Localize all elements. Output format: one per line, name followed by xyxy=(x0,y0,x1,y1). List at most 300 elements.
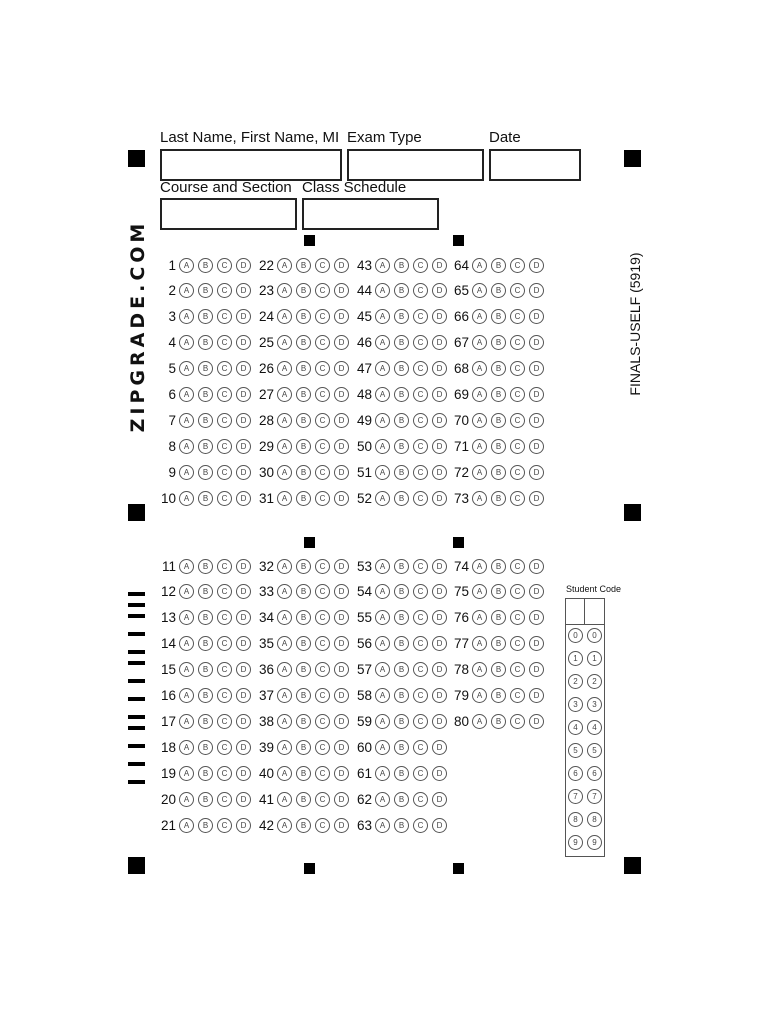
answer-bubble-d[interactable]: D xyxy=(529,413,544,428)
student-code-bubble-3[interactable]: 3 xyxy=(568,697,583,712)
answer-bubble-a[interactable]: A xyxy=(277,740,292,755)
answer-bubble-d[interactable]: D xyxy=(432,688,447,703)
answer-bubble-c[interactable]: C xyxy=(217,309,232,324)
answer-bubble-c[interactable]: C xyxy=(315,335,330,350)
answer-bubble-b[interactable]: B xyxy=(198,610,213,625)
answer-bubble-c[interactable]: C xyxy=(510,610,525,625)
answer-bubble-d[interactable]: D xyxy=(529,335,544,350)
student-code-bubble-4[interactable]: 4 xyxy=(587,720,602,735)
answer-bubble-c[interactable]: C xyxy=(315,688,330,703)
answer-bubble-a[interactable]: A xyxy=(375,361,390,376)
answer-bubble-a[interactable]: A xyxy=(375,636,390,651)
answer-bubble-d[interactable]: D xyxy=(529,361,544,376)
answer-bubble-d[interactable]: D xyxy=(334,714,349,729)
student-code-bubble-0[interactable]: 0 xyxy=(568,628,583,643)
date-field[interactable] xyxy=(489,149,581,181)
answer-bubble-b[interactable]: B xyxy=(198,559,213,574)
answer-bubble-d[interactable]: D xyxy=(334,465,349,480)
name-field[interactable] xyxy=(160,149,342,181)
answer-bubble-d[interactable]: D xyxy=(236,283,251,298)
answer-bubble-c[interactable]: C xyxy=(315,361,330,376)
answer-bubble-d[interactable]: D xyxy=(236,335,251,350)
answer-bubble-c[interactable]: C xyxy=(510,387,525,402)
answer-bubble-d[interactable]: D xyxy=(529,491,544,506)
answer-bubble-d[interactable]: D xyxy=(529,309,544,324)
answer-bubble-d[interactable]: D xyxy=(334,688,349,703)
answer-bubble-a[interactable]: A xyxy=(472,413,487,428)
answer-bubble-c[interactable]: C xyxy=(413,559,428,574)
answer-bubble-c[interactable]: C xyxy=(217,413,232,428)
answer-bubble-a[interactable]: A xyxy=(375,662,390,677)
answer-bubble-b[interactable]: B xyxy=(198,309,213,324)
answer-bubble-d[interactable]: D xyxy=(432,584,447,599)
answer-bubble-d[interactable]: D xyxy=(236,818,251,833)
answer-bubble-c[interactable]: C xyxy=(413,740,428,755)
answer-bubble-c[interactable]: C xyxy=(217,559,232,574)
answer-bubble-b[interactable]: B xyxy=(198,283,213,298)
answer-bubble-a[interactable]: A xyxy=(179,636,194,651)
answer-bubble-d[interactable]: D xyxy=(236,258,251,273)
answer-bubble-a[interactable]: A xyxy=(277,818,292,833)
answer-bubble-d[interactable]: D xyxy=(334,792,349,807)
answer-bubble-c[interactable]: C xyxy=(217,636,232,651)
answer-bubble-d[interactable]: D xyxy=(432,465,447,480)
answer-bubble-a[interactable]: A xyxy=(179,766,194,781)
answer-bubble-c[interactable]: C xyxy=(315,258,330,273)
answer-bubble-c[interactable]: C xyxy=(510,662,525,677)
answer-bubble-b[interactable]: B xyxy=(198,584,213,599)
answer-bubble-b[interactable]: B xyxy=(296,465,311,480)
answer-bubble-c[interactable]: C xyxy=(413,439,428,454)
answer-bubble-d[interactable]: D xyxy=(334,258,349,273)
answer-bubble-c[interactable]: C xyxy=(217,335,232,350)
answer-bubble-c[interactable]: C xyxy=(510,361,525,376)
answer-bubble-b[interactable]: B xyxy=(394,766,409,781)
answer-bubble-c[interactable]: C xyxy=(217,491,232,506)
answer-bubble-a[interactable]: A xyxy=(179,413,194,428)
answer-bubble-c[interactable]: C xyxy=(413,283,428,298)
answer-bubble-c[interactable]: C xyxy=(217,792,232,807)
answer-bubble-c[interactable]: C xyxy=(510,714,525,729)
answer-bubble-b[interactable]: B xyxy=(394,610,409,625)
answer-bubble-a[interactable]: A xyxy=(472,309,487,324)
answer-bubble-c[interactable]: C xyxy=(217,387,232,402)
student-code-bubble-0[interactable]: 0 xyxy=(587,628,602,643)
answer-bubble-c[interactable]: C xyxy=(315,818,330,833)
answer-bubble-b[interactable]: B xyxy=(296,559,311,574)
answer-bubble-b[interactable]: B xyxy=(198,766,213,781)
answer-bubble-d[interactable]: D xyxy=(432,491,447,506)
answer-bubble-d[interactable]: D xyxy=(236,361,251,376)
answer-bubble-d[interactable]: D xyxy=(432,439,447,454)
student-code-bubble-6[interactable]: 6 xyxy=(568,766,583,781)
answer-bubble-c[interactable]: C xyxy=(315,714,330,729)
answer-bubble-d[interactable]: D xyxy=(432,258,447,273)
answer-bubble-a[interactable]: A xyxy=(179,491,194,506)
course-section-field[interactable] xyxy=(160,198,297,230)
answer-bubble-b[interactable]: B xyxy=(198,361,213,376)
answer-bubble-c[interactable]: C xyxy=(217,439,232,454)
answer-bubble-a[interactable]: A xyxy=(179,439,194,454)
answer-bubble-d[interactable]: D xyxy=(334,818,349,833)
answer-bubble-d[interactable]: D xyxy=(432,283,447,298)
answer-bubble-b[interactable]: B xyxy=(198,465,213,480)
answer-bubble-d[interactable]: D xyxy=(236,559,251,574)
answer-bubble-a[interactable]: A xyxy=(472,387,487,402)
answer-bubble-a[interactable]: A xyxy=(277,258,292,273)
answer-bubble-d[interactable]: D xyxy=(236,491,251,506)
answer-bubble-b[interactable]: B xyxy=(491,439,506,454)
answer-bubble-b[interactable]: B xyxy=(296,662,311,677)
answer-bubble-b[interactable]: B xyxy=(491,258,506,273)
answer-bubble-d[interactable]: D xyxy=(236,387,251,402)
answer-bubble-a[interactable]: A xyxy=(179,818,194,833)
answer-bubble-c[interactable]: C xyxy=(315,413,330,428)
answer-bubble-c[interactable]: C xyxy=(217,610,232,625)
answer-bubble-b[interactable]: B xyxy=(296,740,311,755)
answer-bubble-d[interactable]: D xyxy=(334,439,349,454)
answer-bubble-a[interactable]: A xyxy=(277,766,292,781)
answer-bubble-d[interactable]: D xyxy=(334,387,349,402)
answer-bubble-b[interactable]: B xyxy=(394,387,409,402)
student-code-bubble-4[interactable]: 4 xyxy=(568,720,583,735)
answer-bubble-c[interactable]: C xyxy=(413,361,428,376)
answer-bubble-d[interactable]: D xyxy=(432,662,447,677)
answer-bubble-d[interactable]: D xyxy=(529,465,544,480)
answer-bubble-d[interactable]: D xyxy=(432,610,447,625)
answer-bubble-d[interactable]: D xyxy=(432,387,447,402)
answer-bubble-d[interactable]: D xyxy=(334,309,349,324)
answer-bubble-a[interactable]: A xyxy=(375,792,390,807)
answer-bubble-d[interactable]: D xyxy=(236,688,251,703)
answer-bubble-c[interactable]: C xyxy=(217,584,232,599)
answer-bubble-a[interactable]: A xyxy=(277,559,292,574)
answer-bubble-c[interactable]: C xyxy=(315,559,330,574)
answer-bubble-a[interactable]: A xyxy=(277,335,292,350)
answer-bubble-c[interactable]: C xyxy=(413,491,428,506)
answer-bubble-a[interactable]: A xyxy=(277,283,292,298)
student-code-bubble-5[interactable]: 5 xyxy=(587,743,602,758)
answer-bubble-a[interactable]: A xyxy=(179,559,194,574)
answer-bubble-c[interactable]: C xyxy=(510,491,525,506)
answer-bubble-a[interactable]: A xyxy=(472,559,487,574)
answer-bubble-d[interactable]: D xyxy=(236,740,251,755)
student-code-bubble-2[interactable]: 2 xyxy=(568,674,583,689)
answer-bubble-d[interactable]: D xyxy=(432,818,447,833)
answer-bubble-c[interactable]: C xyxy=(217,283,232,298)
answer-bubble-d[interactable]: D xyxy=(334,740,349,755)
answer-bubble-a[interactable]: A xyxy=(375,584,390,599)
student-code-bubble-6[interactable]: 6 xyxy=(587,766,602,781)
answer-bubble-a[interactable]: A xyxy=(375,465,390,480)
answer-bubble-a[interactable]: A xyxy=(472,283,487,298)
answer-bubble-b[interactable]: B xyxy=(296,361,311,376)
answer-bubble-d[interactable]: D xyxy=(236,662,251,677)
answer-bubble-c[interactable]: C xyxy=(510,559,525,574)
answer-bubble-c[interactable]: C xyxy=(315,610,330,625)
answer-bubble-c[interactable]: C xyxy=(413,387,428,402)
answer-bubble-d[interactable]: D xyxy=(432,335,447,350)
answer-bubble-d[interactable]: D xyxy=(529,662,544,677)
answer-bubble-a[interactable]: A xyxy=(179,610,194,625)
answer-bubble-a[interactable]: A xyxy=(375,387,390,402)
answer-bubble-a[interactable]: A xyxy=(179,465,194,480)
answer-bubble-b[interactable]: B xyxy=(394,688,409,703)
answer-bubble-b[interactable]: B xyxy=(394,258,409,273)
answer-bubble-d[interactable]: D xyxy=(334,559,349,574)
answer-bubble-a[interactable]: A xyxy=(375,491,390,506)
answer-bubble-b[interactable]: B xyxy=(491,413,506,428)
answer-bubble-b[interactable]: B xyxy=(394,818,409,833)
answer-bubble-d[interactable]: D xyxy=(334,491,349,506)
student-code-bubble-8[interactable]: 8 xyxy=(587,812,602,827)
answer-bubble-d[interactable]: D xyxy=(334,662,349,677)
student-code-bubble-3[interactable]: 3 xyxy=(587,697,602,712)
answer-bubble-a[interactable]: A xyxy=(277,688,292,703)
answer-bubble-a[interactable]: A xyxy=(179,584,194,599)
answer-bubble-d[interactable]: D xyxy=(334,335,349,350)
answer-bubble-b[interactable]: B xyxy=(394,584,409,599)
answer-bubble-d[interactable]: D xyxy=(334,361,349,376)
student-code-bubble-9[interactable]: 9 xyxy=(568,835,583,850)
answer-bubble-b[interactable]: B xyxy=(198,413,213,428)
answer-bubble-a[interactable]: A xyxy=(375,818,390,833)
answer-bubble-a[interactable]: A xyxy=(375,559,390,574)
answer-bubble-a[interactable]: A xyxy=(472,688,487,703)
student-code-bubble-9[interactable]: 9 xyxy=(587,835,602,850)
answer-bubble-a[interactable]: A xyxy=(277,361,292,376)
answer-bubble-b[interactable]: B xyxy=(394,636,409,651)
answer-bubble-b[interactable]: B xyxy=(491,491,506,506)
answer-bubble-c[interactable]: C xyxy=(217,818,232,833)
answer-bubble-c[interactable]: C xyxy=(315,283,330,298)
answer-bubble-d[interactable]: D xyxy=(334,766,349,781)
answer-bubble-b[interactable]: B xyxy=(296,387,311,402)
answer-bubble-d[interactable]: D xyxy=(529,610,544,625)
answer-bubble-a[interactable]: A xyxy=(179,688,194,703)
answer-bubble-c[interactable]: C xyxy=(217,361,232,376)
answer-bubble-b[interactable]: B xyxy=(296,283,311,298)
answer-bubble-b[interactable]: B xyxy=(198,818,213,833)
answer-bubble-a[interactable]: A xyxy=(472,610,487,625)
answer-bubble-a[interactable]: A xyxy=(277,662,292,677)
answer-bubble-b[interactable]: B xyxy=(198,335,213,350)
answer-bubble-a[interactable]: A xyxy=(277,309,292,324)
answer-bubble-c[interactable]: C xyxy=(315,309,330,324)
exam-type-field[interactable] xyxy=(347,149,484,181)
answer-bubble-a[interactable]: A xyxy=(472,714,487,729)
answer-bubble-b[interactable]: B xyxy=(491,387,506,402)
answer-bubble-c[interactable]: C xyxy=(217,258,232,273)
answer-bubble-a[interactable]: A xyxy=(472,465,487,480)
answer-bubble-b[interactable]: B xyxy=(491,361,506,376)
answer-bubble-b[interactable]: B xyxy=(394,283,409,298)
answer-bubble-b[interactable]: B xyxy=(394,309,409,324)
answer-bubble-c[interactable]: C xyxy=(510,309,525,324)
answer-bubble-d[interactable]: D xyxy=(236,792,251,807)
student-code-bubble-5[interactable]: 5 xyxy=(568,743,583,758)
answer-bubble-a[interactable]: A xyxy=(179,335,194,350)
answer-bubble-d[interactable]: D xyxy=(334,413,349,428)
answer-bubble-c[interactable]: C xyxy=(217,740,232,755)
answer-bubble-b[interactable]: B xyxy=(394,439,409,454)
answer-bubble-b[interactable]: B xyxy=(491,636,506,651)
answer-bubble-b[interactable]: B xyxy=(394,413,409,428)
answer-bubble-a[interactable]: A xyxy=(472,258,487,273)
answer-bubble-c[interactable]: C xyxy=(413,258,428,273)
answer-bubble-c[interactable]: C xyxy=(510,465,525,480)
answer-bubble-c[interactable]: C xyxy=(510,283,525,298)
answer-bubble-b[interactable]: B xyxy=(198,258,213,273)
answer-bubble-b[interactable]: B xyxy=(198,636,213,651)
answer-bubble-a[interactable]: A xyxy=(472,662,487,677)
answer-bubble-d[interactable]: D xyxy=(432,559,447,574)
answer-bubble-b[interactable]: B xyxy=(491,335,506,350)
answer-bubble-c[interactable]: C xyxy=(315,740,330,755)
answer-bubble-d[interactable]: D xyxy=(236,766,251,781)
student-code-digit-2-box[interactable] xyxy=(585,599,604,625)
answer-bubble-d[interactable]: D xyxy=(432,766,447,781)
answer-bubble-a[interactable]: A xyxy=(277,491,292,506)
answer-bubble-a[interactable]: A xyxy=(179,309,194,324)
answer-bubble-b[interactable]: B xyxy=(394,335,409,350)
student-code-bubble-2[interactable]: 2 xyxy=(587,674,602,689)
answer-bubble-b[interactable]: B xyxy=(296,818,311,833)
answer-bubble-c[interactable]: C xyxy=(510,439,525,454)
answer-bubble-d[interactable]: D xyxy=(432,361,447,376)
answer-bubble-a[interactable]: A xyxy=(179,387,194,402)
answer-bubble-d[interactable]: D xyxy=(236,413,251,428)
answer-bubble-a[interactable]: A xyxy=(277,610,292,625)
answer-bubble-b[interactable]: B xyxy=(296,766,311,781)
answer-bubble-b[interactable]: B xyxy=(296,335,311,350)
student-code-bubble-7[interactable]: 7 xyxy=(587,789,602,804)
answer-bubble-d[interactable]: D xyxy=(529,559,544,574)
answer-bubble-d[interactable]: D xyxy=(236,584,251,599)
answer-bubble-c[interactable]: C xyxy=(413,413,428,428)
answer-bubble-a[interactable]: A xyxy=(472,439,487,454)
answer-bubble-b[interactable]: B xyxy=(198,714,213,729)
answer-bubble-a[interactable]: A xyxy=(375,335,390,350)
answer-bubble-b[interactable]: B xyxy=(198,491,213,506)
answer-bubble-c[interactable]: C xyxy=(510,636,525,651)
answer-bubble-b[interactable]: B xyxy=(491,714,506,729)
answer-bubble-a[interactable]: A xyxy=(277,714,292,729)
answer-bubble-b[interactable]: B xyxy=(394,662,409,677)
answer-bubble-c[interactable]: C xyxy=(510,335,525,350)
answer-bubble-c[interactable]: C xyxy=(217,766,232,781)
answer-bubble-d[interactable]: D xyxy=(432,413,447,428)
student-code-digit-1-box[interactable] xyxy=(566,599,585,625)
answer-bubble-a[interactable]: A xyxy=(179,662,194,677)
answer-bubble-a[interactable]: A xyxy=(375,714,390,729)
answer-bubble-a[interactable]: A xyxy=(472,491,487,506)
answer-bubble-d[interactable]: D xyxy=(334,584,349,599)
answer-bubble-c[interactable]: C xyxy=(217,662,232,677)
answer-bubble-c[interactable]: C xyxy=(315,465,330,480)
student-code-bubble-8[interactable]: 8 xyxy=(568,812,583,827)
answer-bubble-c[interactable]: C xyxy=(510,688,525,703)
answer-bubble-a[interactable]: A xyxy=(375,309,390,324)
answer-bubble-d[interactable]: D xyxy=(529,439,544,454)
answer-bubble-d[interactable]: D xyxy=(334,636,349,651)
answer-bubble-b[interactable]: B xyxy=(296,610,311,625)
answer-bubble-c[interactable]: C xyxy=(510,413,525,428)
answer-bubble-a[interactable]: A xyxy=(277,465,292,480)
answer-bubble-b[interactable]: B xyxy=(296,792,311,807)
answer-bubble-d[interactable]: D xyxy=(236,610,251,625)
answer-bubble-d[interactable]: D xyxy=(432,309,447,324)
answer-bubble-b[interactable]: B xyxy=(491,688,506,703)
answer-bubble-d[interactable]: D xyxy=(236,309,251,324)
answer-bubble-d[interactable]: D xyxy=(432,740,447,755)
answer-bubble-d[interactable]: D xyxy=(529,688,544,703)
answer-bubble-a[interactable]: A xyxy=(277,792,292,807)
answer-bubble-c[interactable]: C xyxy=(413,335,428,350)
answer-bubble-c[interactable]: C xyxy=(413,766,428,781)
answer-bubble-d[interactable]: D xyxy=(529,387,544,402)
answer-bubble-b[interactable]: B xyxy=(198,387,213,402)
answer-bubble-c[interactable]: C xyxy=(413,465,428,480)
answer-bubble-b[interactable]: B xyxy=(296,688,311,703)
answer-bubble-b[interactable]: B xyxy=(394,465,409,480)
answer-bubble-a[interactable]: A xyxy=(375,766,390,781)
answer-bubble-c[interactable]: C xyxy=(413,714,428,729)
answer-bubble-d[interactable]: D xyxy=(236,465,251,480)
answer-bubble-b[interactable]: B xyxy=(394,559,409,574)
answer-bubble-c[interactable]: C xyxy=(413,610,428,625)
answer-bubble-a[interactable]: A xyxy=(375,740,390,755)
answer-bubble-d[interactable]: D xyxy=(334,610,349,625)
answer-bubble-a[interactable]: A xyxy=(375,688,390,703)
answer-bubble-b[interactable]: B xyxy=(198,688,213,703)
answer-bubble-b[interactable]: B xyxy=(491,584,506,599)
answer-bubble-a[interactable]: A xyxy=(277,636,292,651)
answer-bubble-a[interactable]: A xyxy=(375,258,390,273)
answer-bubble-b[interactable]: B xyxy=(394,714,409,729)
answer-bubble-c[interactable]: C xyxy=(315,439,330,454)
answer-bubble-b[interactable]: B xyxy=(491,309,506,324)
answer-bubble-b[interactable]: B xyxy=(491,559,506,574)
answer-bubble-b[interactable]: B xyxy=(491,610,506,625)
answer-bubble-d[interactable]: D xyxy=(529,258,544,273)
answer-bubble-c[interactable]: C xyxy=(315,636,330,651)
answer-bubble-b[interactable]: B xyxy=(394,792,409,807)
answer-bubble-b[interactable]: B xyxy=(394,740,409,755)
answer-bubble-a[interactable]: A xyxy=(179,283,194,298)
answer-bubble-d[interactable]: D xyxy=(529,584,544,599)
answer-bubble-b[interactable]: B xyxy=(198,439,213,454)
answer-bubble-a[interactable]: A xyxy=(277,413,292,428)
answer-bubble-b[interactable]: B xyxy=(296,309,311,324)
answer-bubble-d[interactable]: D xyxy=(529,714,544,729)
answer-bubble-d[interactable]: D xyxy=(432,636,447,651)
answer-bubble-b[interactable]: B xyxy=(296,258,311,273)
answer-bubble-d[interactable]: D xyxy=(432,792,447,807)
answer-bubble-d[interactable]: D xyxy=(529,636,544,651)
answer-bubble-d[interactable]: D xyxy=(236,439,251,454)
answer-bubble-c[interactable]: C xyxy=(413,309,428,324)
answer-bubble-c[interactable]: C xyxy=(413,818,428,833)
class-schedule-field[interactable] xyxy=(302,198,439,230)
answer-bubble-c[interactable]: C xyxy=(413,688,428,703)
answer-bubble-a[interactable]: A xyxy=(179,740,194,755)
answer-bubble-a[interactable]: A xyxy=(179,361,194,376)
answer-bubble-a[interactable]: A xyxy=(277,387,292,402)
answer-bubble-b[interactable]: B xyxy=(491,283,506,298)
answer-bubble-c[interactable]: C xyxy=(315,387,330,402)
answer-bubble-c[interactable]: C xyxy=(315,766,330,781)
